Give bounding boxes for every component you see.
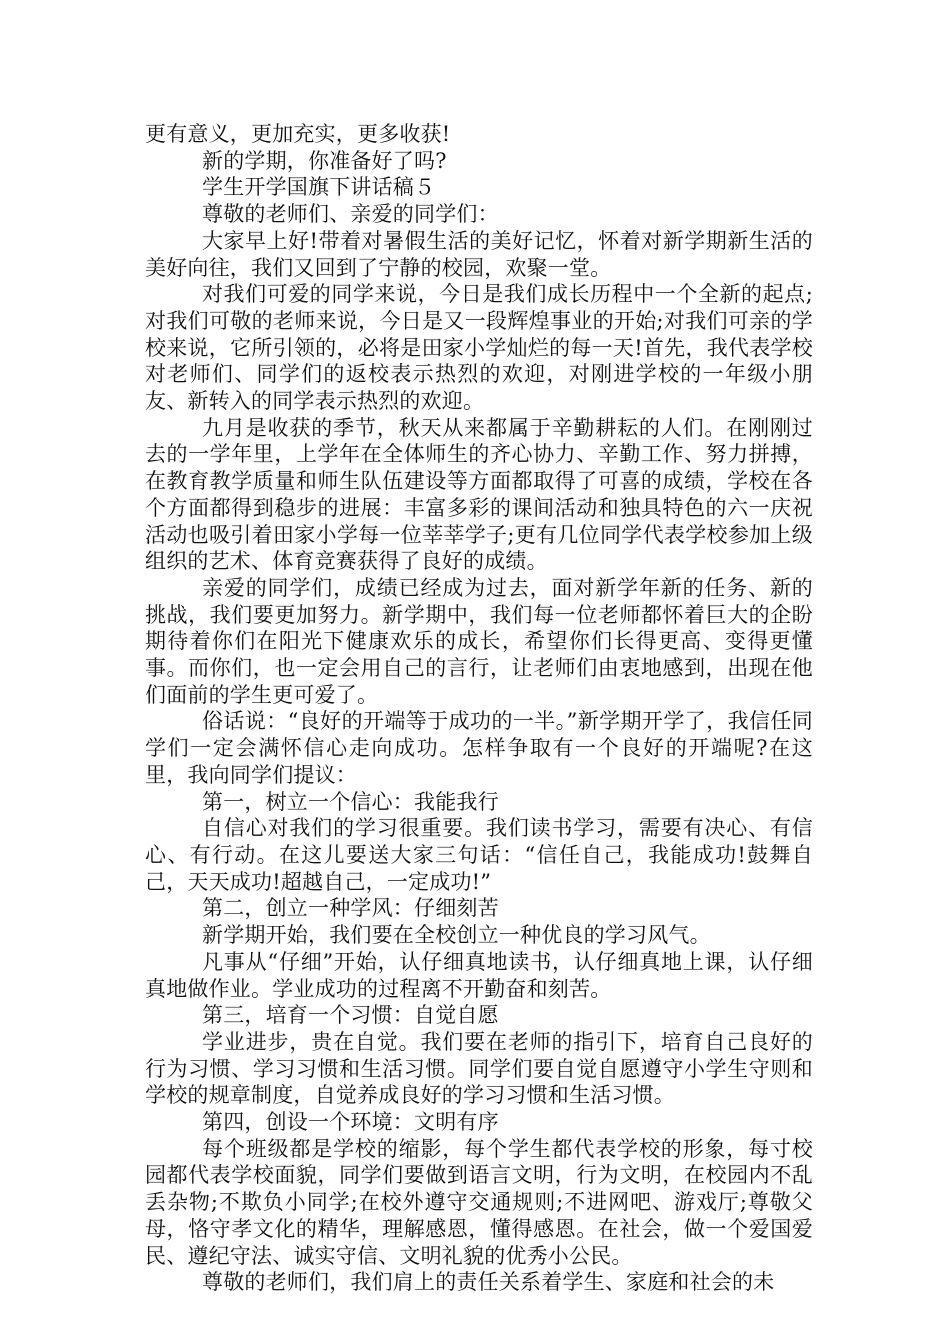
paragraph: 俗话说：“良好的开端等于成功的一半。”新学期开学了，我信任同学们一定会满怀信心走向成功。怎样争取有一个良好的开端呢?在这里，我向同学们提议： xyxy=(145,709,813,787)
suggestion-heading: 第一，树立一个信心：我能我行 xyxy=(202,789,499,814)
paragraph: 更有意义，更加充实，更多收获! xyxy=(145,122,451,146)
suggestion-heading: 第二，创立一种学风：仔细刻苦 xyxy=(202,896,499,921)
paragraph: 大家早上好!带着对暑假生活的美好记忆，怀着对新学期新生活的美好向往，我们又回到了宁静的校园，欢聚一堂。 xyxy=(145,228,813,280)
paragraph: 尊敬的老师们，我们肩上的责任关系着学生、家庭和社会的未 xyxy=(202,1270,775,1295)
suggestion-heading: 第四，创设一个环境：文明有序 xyxy=(202,1110,499,1135)
paragraph: 亲爱的同学们，成绩已经成为过去，面对新学年新的任务、新的挑战，我们要更加努力。新学期中，我们每一位老师都怀着巨大的企盼期待着你们在阳光下健康欢乐的成长，希望你们长得更高、变得更懂事。而你们，也一定会用自己的言行，让老师们由衷地感到，出现在他们面前的学生更可爱了。 xyxy=(145,575,813,707)
suggestion-heading: 第三，培育一个习惯：自觉自愿 xyxy=(202,1003,499,1028)
section-title: 学生开学国旗下讲话稿５ xyxy=(202,175,436,200)
document-page xyxy=(145,121,813,1296)
paragraph: 新学期开始，我们要在全校创立一种优良的学习风气。 xyxy=(202,923,711,948)
paragraph: 对我们可爱的同学来说，今日是我们成长历程中一个全新的起点;对我们可敬的老师来说，今日是又一段辉煌事业的开始;对我们可亲的学校来说，它所引领的，必将是田家小学灿烂的每一天!首先，我代表学校对老师们、同学们的返校表示热烈的欢迎，对刚进学校的一年级小朋友、新转入的同学表示热烈的欢迎。 xyxy=(145,282,813,414)
salutation: 尊敬的老师们、亲爱的同学们： xyxy=(202,202,499,227)
paragraph: 自信心对我们的学习很重要。我们读书学习，需要有决心、有信心、有行动。在这儿要送大家三句话：“信任自己，我能成功!鼓舞自己，天天成功!超越自己，一定成功!” xyxy=(145,816,813,894)
paragraph: 凡事从“仔细”开始，认仔细真地读书，认仔细真地上课，认仔细真地做作业。学业成功的过程离不开勤奋和刻苦。 xyxy=(145,949,813,1001)
paragraph: 九月是收获的季节，秋天从来都属于辛勤耕耘的人们。在刚刚过去的一学年里，上学年在全体师生的齐心协力、辛勤工作、努力拼搏，在教育教学质量和师生队伍建设等方面都取得了可喜的成绩，学校在各个方面都得到稳步的进展：丰富多彩的课间活动和独具特色的六一庆祝活动也吸引着田家小学每一位莘莘学子;更有几位同学代表学校参加上级组织的艺术、体育竞赛获得了良好的成绩。 xyxy=(145,415,813,574)
paragraph: 学业进步，贵在自觉。我们要在老师的指引下，培育自己良好的行为习惯、学习习惯和生活习惯。同学们要自觉自愿遵守小学生守则和学校的规章制度，自觉养成良好的学习习惯和生活习惯。 xyxy=(145,1029,813,1108)
paragraph: 新的学期，你准备好了吗? xyxy=(202,148,447,173)
paragraph: 每个班级都是学校的缩影，每个学生都代表学校的形象，每寸校园都代表学校面貌，同学们要做到语言文明，行为文明，在校园内不乱丢杂物;不欺负小同学;在校外遵守交通规则;不进网吧、游戏厅;尊敬父母，恪守孝文化的精华，理解感恩，懂得感恩。在社会，做一个爱国爱民、遵纪守法、诚实守信、文明礼貌的优秀小公民。 xyxy=(145,1136,813,1268)
